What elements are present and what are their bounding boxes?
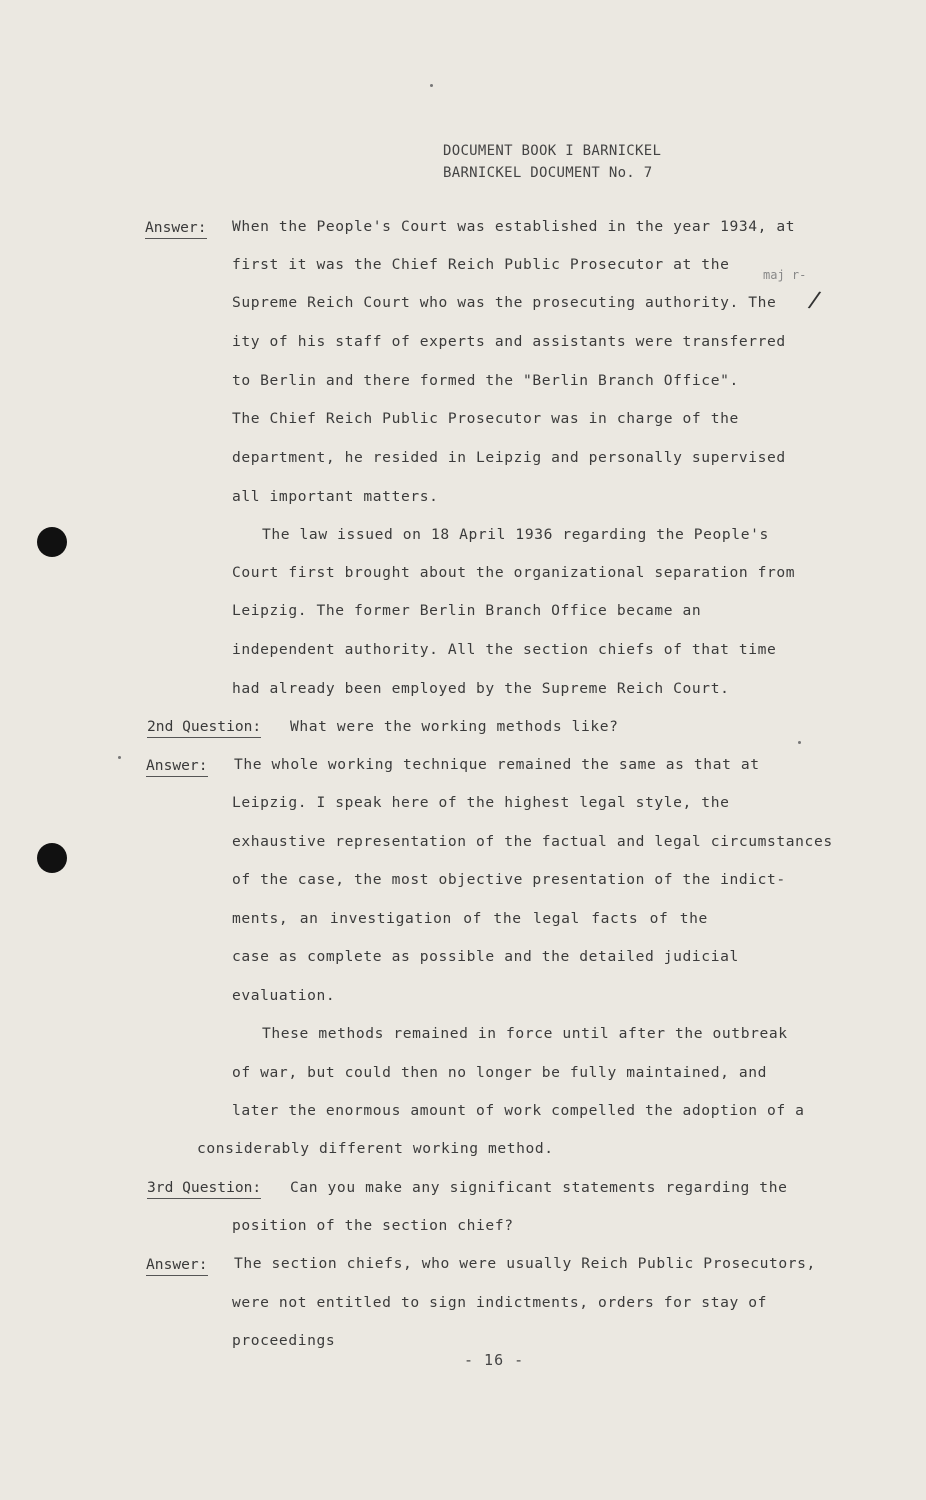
document-header — [443, 140, 661, 184]
answer-label: Answer: — [146, 757, 208, 774]
text-line: were not entitled to sign indictments, orders for stay of — [232, 1294, 768, 1311]
page-number: - 16 - — [464, 1351, 525, 1369]
text-line: The section chiefs, who were usually Reich Public Prosecutors, — [234, 1255, 816, 1272]
speck — [118, 756, 121, 759]
text-line: of war, but could then no longer be fully maintained, and — [232, 1064, 768, 1081]
question-label: 3rd Question: — [147, 1179, 261, 1196]
punch-hole-top — [37, 527, 67, 557]
text-line: evaluation. — [232, 987, 336, 1004]
text-line: Leipzig. The former Berlin Branch Office became an — [232, 602, 702, 619]
text-line: These methods remained in force until after the outbreak — [262, 1025, 788, 1042]
text-line: of the case, the most objective presentation of the indict- — [232, 871, 786, 888]
text-line: Supreme Reich Court who was the prosecuting authority. The — [232, 294, 777, 311]
text-line: The law issued on 18 April 1936 regarding the People's — [262, 526, 769, 543]
text-line: What were the working methods like? — [290, 718, 619, 735]
text-line: The whole working technique remained the same as that at — [234, 756, 760, 773]
text-line: proceedings — [232, 1332, 336, 1349]
text-line: all important matters. — [232, 488, 439, 505]
speck — [798, 741, 801, 744]
text-line: exhaustive representation of the factual and legal circumstances — [232, 833, 833, 850]
text-line: independent authority. All the section chiefs of that time — [232, 641, 777, 658]
text-line: to Berlin and there formed the "Berlin Branch Office". — [232, 372, 739, 389]
header-line-1: DOCUMENT BOOK I BARNICKEL — [443, 143, 662, 159]
text-line: considerably different working method. — [197, 1140, 554, 1157]
answer-label: Answer: — [145, 219, 207, 236]
text-line: case as complete as possible and the detailed judicial — [232, 948, 739, 965]
text-line: Court first brought about the organizational separation from — [232, 564, 796, 581]
text-line: The Chief Reich Public Prosecutor was in charge of the — [232, 410, 739, 427]
check-mark-icon: / — [805, 287, 824, 314]
answer-label: Answer: — [146, 1256, 208, 1273]
text-line: position of the section chief? — [232, 1217, 514, 1234]
text-line: ity of his staff of experts and assistants were transferred — [232, 333, 786, 350]
punch-hole-bottom — [37, 843, 67, 873]
text-line: ments, an investigation of the legal facts of the — [232, 910, 708, 927]
margin-note: maj r- — [763, 268, 807, 282]
text-line: later the enormous amount of work compelled the adoption of a — [232, 1102, 805, 1119]
speck — [430, 84, 433, 87]
text-line: first it was the Chief Reich Public Prosecutor at the — [232, 256, 730, 273]
text-line: department, he resided in Leipzig and personally supervised — [232, 449, 786, 466]
question-label: 2nd Question: — [147, 718, 261, 735]
header-line-2: BARNICKEL DOCUMENT No. 7 — [443, 165, 653, 181]
text-line: Can you make any significant statements regarding the — [290, 1179, 788, 1196]
text-line: When the People's Court was established in the year 1934, at — [232, 218, 796, 235]
text-line: Leipzig. I speak here of the highest legal style, the — [232, 794, 730, 811]
text-line: had already been employed by the Supreme Reich Court. — [232, 680, 730, 697]
